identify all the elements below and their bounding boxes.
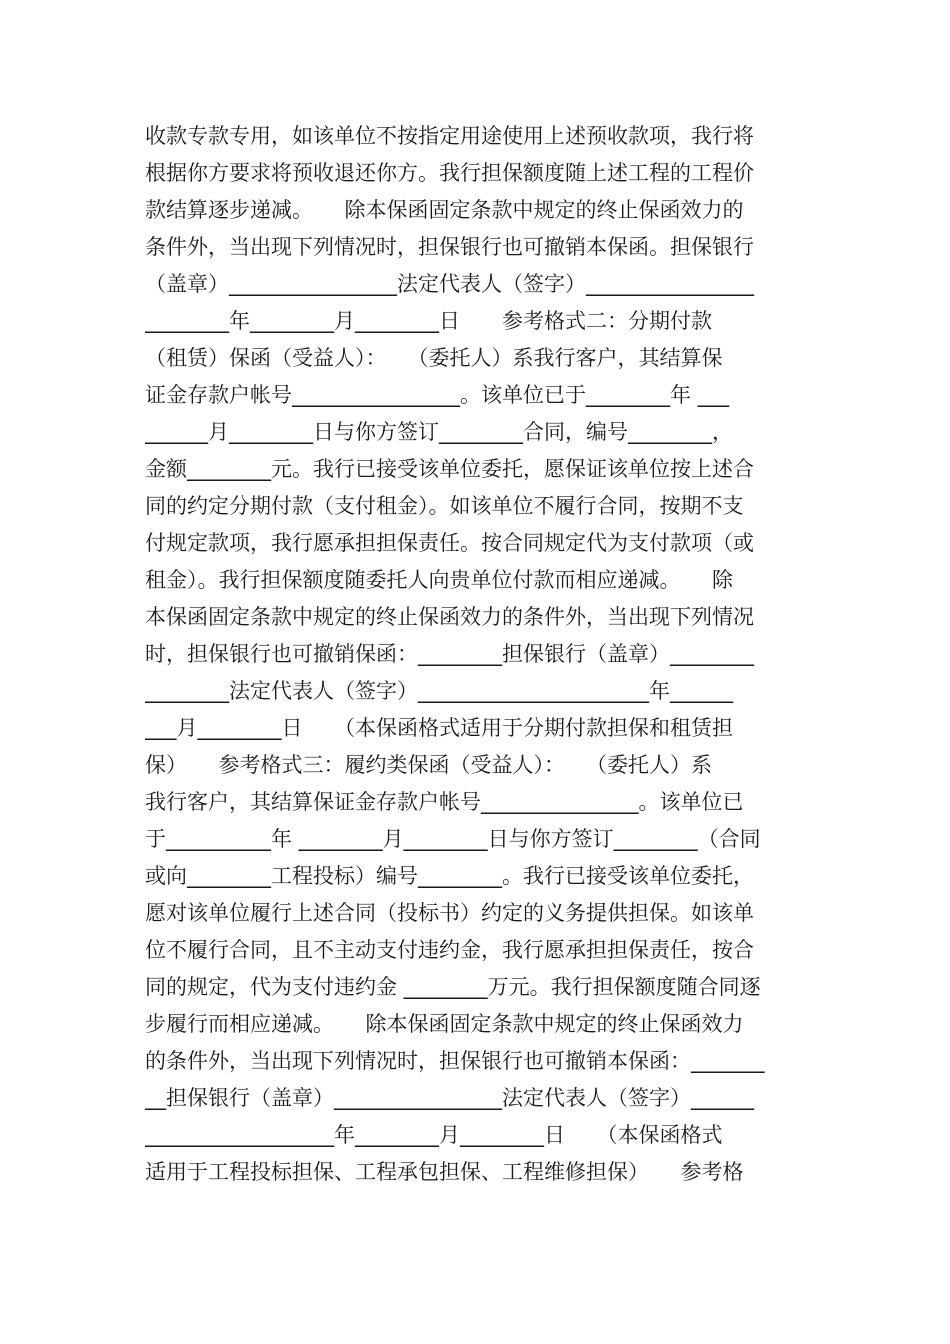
text-line: 本保函固定条款中规定的终止保函效力的条件外，当出现下列情况 bbox=[145, 605, 754, 629]
body-text bbox=[145, 118, 805, 1191]
text-line: 我行客户，其结算保证金存款户帐号_______________。该单位已 bbox=[145, 790, 744, 814]
text-line: 位不履行合同，且不主动支付违约金，我行愿承担担保责任，按合 bbox=[145, 938, 754, 962]
text-line: 租金）。我行担保额度随委托人向贵单位付款而相应递减。 除 bbox=[145, 568, 733, 592]
text-line: ______月________日与你方签订________合同，编号________， bbox=[145, 420, 733, 444]
text-line: 保） 参考格式三：履约类保函（受益人）： （委托人）系 bbox=[145, 753, 712, 777]
text-line: ________年________月________日 参考格式二：分期付款 bbox=[145, 309, 712, 333]
text-line: 时，担保银行也可撤销保函：________担保银行（盖章）________ bbox=[145, 642, 754, 666]
text-line: 适用于工程投标担保、工程承包担保、工程维修担保） 参考格 bbox=[145, 1160, 744, 1184]
text-line: （租赁）保函（受益人）： （委托人）系我行客户，其结算保 bbox=[145, 346, 723, 370]
text-line: __________________年________月________日 （本保函格式 bbox=[145, 1123, 723, 1147]
text-line: 收款专款专用，如该单位不按指定用途使用上述预收款项，我行将 bbox=[145, 124, 754, 148]
text-line: 的条件外，当出现下列情况时，担保银行也可撤销本保函：_______ bbox=[145, 1049, 765, 1073]
text-line: 愿对该单位履行上述合同（投标书）约定的义务提供担保。如该单 bbox=[145, 901, 754, 925]
text-line: 于__________年 ________月________日与你方签订________（合同 bbox=[145, 827, 761, 851]
text-line: 根据你方要求将预收退还你方。我行担保额度随上述工程的工程价 bbox=[145, 161, 754, 185]
text-line: 金额________元。我行已接受该单位委托，愿保证该单位按上述合 bbox=[145, 457, 754, 481]
text-line: 或向________工程投标）编号________。我行已接受该单位委托， bbox=[145, 864, 754, 888]
text-line: 同的约定分期付款（支付租金）。如该单位不履行合同，按期不支 bbox=[145, 494, 744, 518]
text-line: 款结算逐步递减。 除本保函固定条款中规定的终止保函效力的 bbox=[145, 198, 744, 222]
text-line: （盖章）________________法定代表人（签字）________________ bbox=[145, 272, 754, 296]
text-line: 付规定款项，我行愿承担担保责任。按合同规定代为支付款项（或 bbox=[145, 531, 754, 555]
text-line: 步履行而相应递减。 除本保函固定条款中规定的终止保函效力 bbox=[145, 1012, 744, 1036]
text-line: 条件外，当出现下列情况时，担保银行也可撤销本保函。担保银行 bbox=[145, 235, 754, 259]
text-line: 同的规定，代为支付违约金 ________万元。我行担保额度随合同逐 bbox=[145, 975, 761, 999]
text-line: ___月________日 （本保函格式适用于分期付款担保和租赁担 bbox=[145, 716, 733, 740]
text-line: 证金存款户帐号________________。该单位已于________年 ___ bbox=[145, 383, 730, 407]
text-line: __担保银行（盖章）________________法定代表人（签字）______ bbox=[145, 1086, 754, 1110]
text-line: ________法定代表人（签字）______________________年______ bbox=[145, 679, 733, 703]
